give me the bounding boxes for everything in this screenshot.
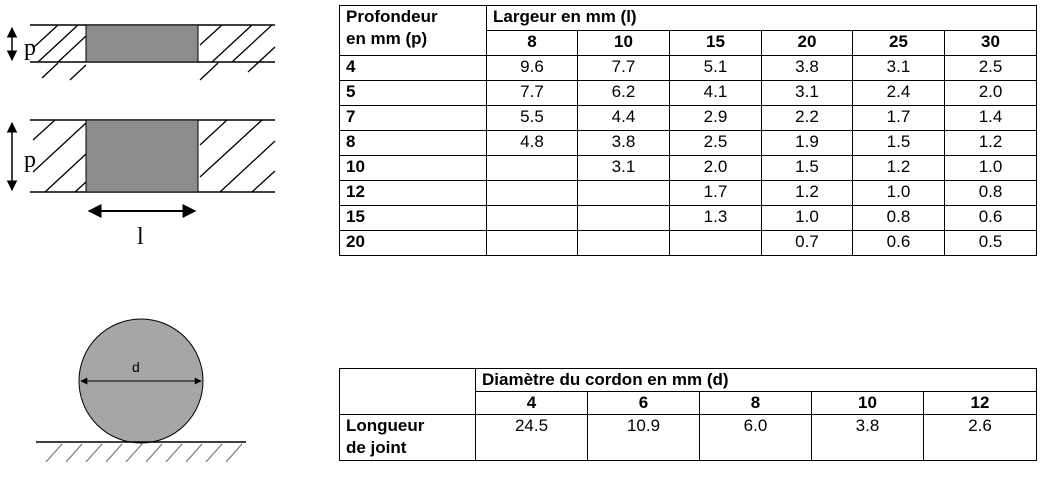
table-cell: 1.0 [945,156,1037,181]
joint-diagrams [0,0,330,484]
deep-joint-diagram [12,120,275,250]
depth-column-header [340,6,487,56]
table-cell: 2.0 [670,156,762,181]
table-cell: 2.0 [945,81,1037,106]
depth-value: 7 [340,106,487,131]
table-cell: 1.7 [853,106,945,131]
depth-label-deep: p [24,147,36,173]
table-cell: 4.4 [578,106,670,131]
table-cell [578,231,670,256]
table-cell: 1.0 [762,206,853,231]
width-header: 10 [578,31,670,56]
cord-diagram [36,319,246,462]
table-cell: 6.2 [578,81,670,106]
table-cell: 1.2 [762,181,853,206]
depth-value: 4 [340,56,487,81]
empty-corner-cell [340,369,476,415]
table-cell: 2.5 [945,56,1037,81]
table-row [340,156,1037,181]
table-cell [487,181,578,206]
depth-value: 10 [340,156,487,181]
table-row [340,181,1037,206]
table-cell: 0.6 [945,206,1037,231]
diameter-group-header: Diamètre du cordon en mm (d) [476,369,1037,392]
table-cell [487,156,578,181]
table-cell: 0.8 [853,206,945,231]
table-cell: 0.8 [945,181,1037,206]
table-cell [487,206,578,231]
table-cell: 0.7 [762,231,853,256]
table-cell: 3.1 [853,56,945,81]
joint-length-row [340,415,1037,461]
width-header: 30 [945,31,1037,56]
table-cell: 2.5 [670,131,762,156]
diameter-header: 10 [812,392,924,415]
table-cell: 0.5 [945,231,1037,256]
joint-length-value: 24.5 [476,415,588,461]
table-row [340,106,1037,131]
table-cell [670,231,762,256]
table-cell: 4.8 [487,131,578,156]
table-row [340,206,1037,231]
table-cell: 2.4 [853,81,945,106]
consumption-table-cord [339,368,1037,461]
table-cell [578,181,670,206]
table-cell: 2.9 [670,106,762,131]
consumption-table-depth-width [339,5,1037,256]
table-cell: 3.1 [762,81,853,106]
table-cell: 1.5 [853,131,945,156]
depth-label-shallow: p [24,35,36,61]
depth-value: 12 [340,181,487,206]
joint-length-header-line2: de joint [346,438,407,457]
table-row [340,56,1037,81]
joint-section-deep [86,120,198,192]
table-cell [487,231,578,256]
table-cell: 4.1 [670,81,762,106]
joint-length-value: 2.6 [924,415,1037,461]
width-group-header: Largeur en mm (l) [487,6,1037,31]
table-cell: 1.3 [670,206,762,231]
table-cell: 5.1 [670,56,762,81]
depth-value: 5 [340,81,487,106]
depth-header-line1: Profondeur [346,7,438,26]
depth-value: 8 [340,131,487,156]
table-cell: 7.7 [487,81,578,106]
depth-header-line2: en mm (p) [346,29,428,48]
joint-length-header [340,415,476,461]
width-header: 20 [762,31,853,56]
width-header: 15 [670,31,762,56]
table-cell: 1.0 [853,181,945,206]
table-cell: 7.7 [578,56,670,81]
joint-length-value: 6.0 [700,415,812,461]
diameter-header: 12 [924,392,1037,415]
table-cell: 2.2 [762,106,853,131]
diameter-header: 8 [700,392,812,415]
table-cell: 0.6 [853,231,945,256]
table-row [340,131,1037,156]
joint-section-shallow [86,25,198,62]
table-cell: 3.1 [578,156,670,181]
shallow-joint-diagram [12,25,275,80]
table-cell: 3.8 [578,131,670,156]
diameter-header: 6 [588,392,700,415]
joint-length-value: 10.9 [588,415,700,461]
table-cell: 3.8 [762,56,853,81]
table-cell: 5.5 [487,106,578,131]
width-header: 25 [853,31,945,56]
table-cell: 1.9 [762,131,853,156]
table-cell: 1.4 [945,106,1037,131]
width-label: l [137,224,144,250]
table-cell [578,206,670,231]
table-row [340,81,1037,106]
table-cell: 1.2 [945,131,1037,156]
table-cell: 1.5 [762,156,853,181]
diameter-header: 4 [476,392,588,415]
depth-value: 15 [340,206,487,231]
width-header: 8 [487,31,578,56]
table-row [340,231,1037,256]
table-cell: 9.6 [487,56,578,81]
depth-value: 20 [340,231,487,256]
table-cell: 1.7 [670,181,762,206]
joint-length-header-line1: Longueur [346,416,425,435]
table-cell: 1.2 [853,156,945,181]
diameter-label: d [132,359,140,375]
joint-length-value: 3.8 [812,415,924,461]
